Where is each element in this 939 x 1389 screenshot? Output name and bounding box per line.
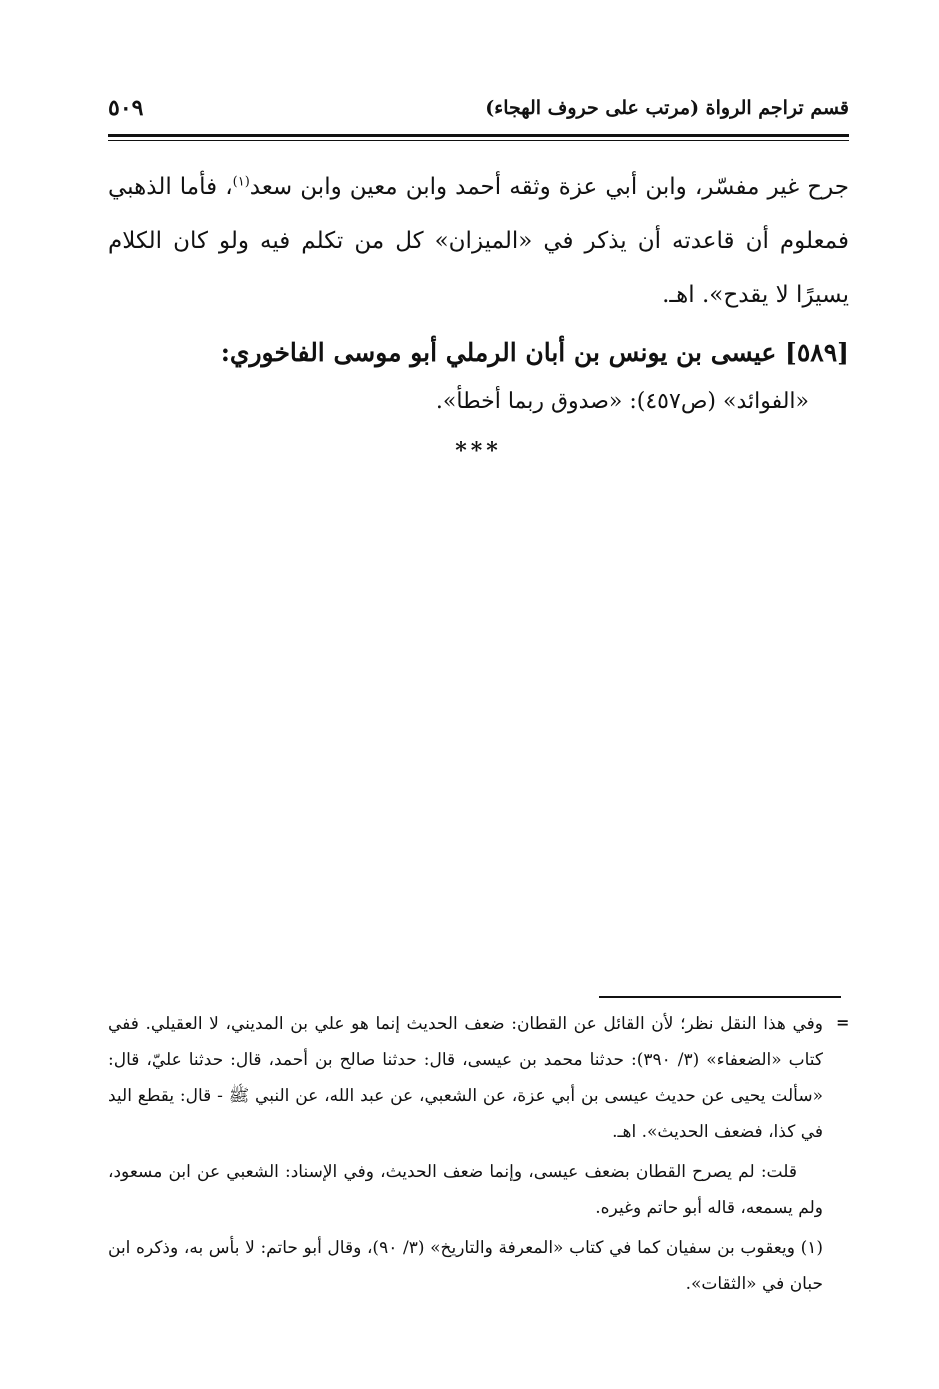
header-rule-thin [108, 140, 849, 141]
footnote-continuation: وفي هذا النقل نظر؛ لأن القائل عن القطان: ضعف الحديث إنما هو علي بن المديني، لا العقيلي. ففي كتاب «الضعفاء» (٣/ ٣٩٠): حدثنا محمد بن عيسى، قال: حدثنا صالح بن أحمد، قال: حدثنا عليّ، قال: «سألت يحيى عن حديث عيسى بن أبي عزة، عن الشعبي، عن عبد الله، عن النبي ﷺ - قال: يقطع اليد في كذا، فضعف الحديث». اهـ. [108, 1014, 823, 1142]
page-header [108, 88, 849, 128]
body-paragraph [108, 160, 849, 322]
section-separator: *** [455, 438, 502, 464]
footnote-1: (١) ويعقوب بن سفيان كما في كتاب «المعرفة والتاريخ» (٣/ ٩٠)، وقال أبو حاتم: لا بأس به، وذكره ابن حبان في «الثقات». [108, 1238, 823, 1294]
running-title: قسم تراجم الرواة (مرتب على حروف الهجاء) [485, 97, 849, 119]
continuation-mark: = [836, 1013, 850, 1032]
body-paragraph-start: جرح غير مفسّر، وابن أبي عزة وثقه أحمد وابن معين وابن سعد [249, 174, 849, 200]
footnotes [108, 1006, 823, 1306]
page-number: ٥٠٩ [108, 95, 144, 121]
body-paragraph-cont: ، فأما الذهبي فمعلوم أن قاعدته أن يذكر في «الميزان» كل من تكلم فيه ولو كان الكلام يسيرًا لا يقدح». اهـ. [108, 174, 849, 308]
footnote-rule [599, 996, 841, 998]
header-rule-thick [108, 134, 849, 137]
entry-text: «الفوائد» (ص٤٥٧): «صدوق ربما أخطأ». [435, 389, 809, 414]
main-text [108, 160, 849, 464]
footnote-comment: قلت: لم يصرح القطان بضعف عيسى، وإنما ضعف الحديث، وفي الإسناد: الشعبي عن ابن مسعود، ولم يسمعه، قاله أبو حاتم وغيره. [108, 1162, 823, 1218]
footnote-ref: (١) [232, 174, 250, 190]
entry-title: [٥٨٩] عيسى بن يونس بن أبان الرملي أبو موسى الفاخوري: [220, 338, 849, 367]
